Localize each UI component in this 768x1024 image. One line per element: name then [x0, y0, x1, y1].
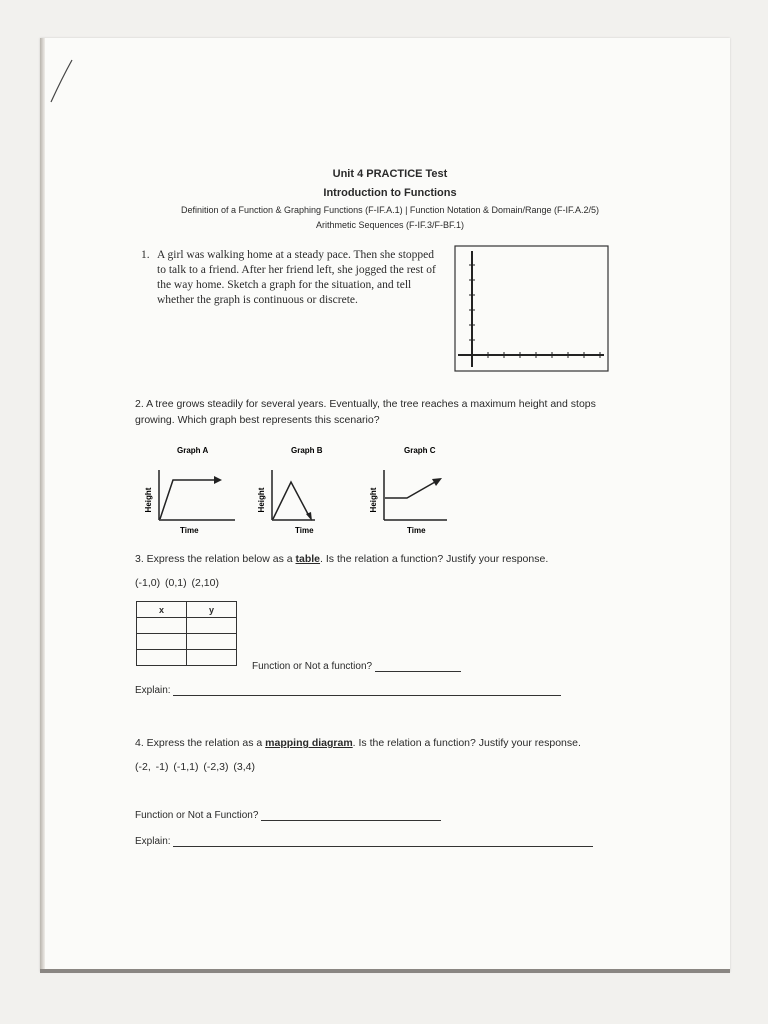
page-subtitle: Introduction to Functions — [323, 187, 457, 199]
question-1-line: whether the graph is continuous or discrete. — [157, 294, 358, 306]
table-cell[interactable] — [137, 618, 187, 634]
question-4-function-question: Function or Not a Function? — [135, 810, 259, 821]
question-3-explain-blank[interactable] — [173, 695, 561, 696]
question-3-prompt-end: . Is the relation a function? Justify your response. — [320, 553, 549, 565]
question-4-function-line — [135, 810, 441, 821]
question-4-prompt-start: 4. Express the relation as a — [135, 737, 266, 749]
table-cell[interactable] — [137, 634, 187, 650]
question-3-explain-label: Explain: — [135, 685, 171, 696]
question-1-line: to talk to a friend. After her friend left, she jogged the rest of — [157, 264, 436, 276]
question-4-explain-label: Explain: — [135, 836, 171, 847]
question-3-prompt-emphasis: table — [295, 553, 321, 565]
standards-line-2: Arithmetic Sequences (F-IF.3/F-BF.1) — [315, 220, 465, 230]
page-edge-shadow — [40, 38, 45, 972]
graph-a[interactable] — [140, 440, 240, 540]
question-1-number: 1. — [141, 249, 150, 261]
page-bottom-edge — [40, 969, 730, 973]
graph-a-xlabel: Time — [180, 526, 199, 535]
question-4-ordered-pairs: (-2, -1) (-1,1) (-2,3) (3,4) — [135, 761, 256, 773]
graph-c-xlabel: Time — [407, 526, 426, 535]
question-3-function-line — [252, 661, 461, 672]
page-title: Unit 4 PRACTICE Test — [332, 168, 448, 180]
graph-b-ylabel: Height — [257, 487, 266, 513]
question-1-line: A girl was walking home at a steady pace. Then she stopped — [157, 249, 434, 261]
graph-b[interactable] — [255, 440, 355, 540]
question-2-text: 2. A tree grows steadily for several years. Eventually, the tree reaches a maximum height and stops growing. Which graph best represents this scenario? — [135, 398, 596, 426]
graph-c-title: Graph C — [404, 446, 436, 455]
relation-table — [136, 601, 237, 666]
standards-line-1: Definition of a Function & Graphing Functions (F-IF.A.1) | Function Notation & Domain/Range (F-IF.A.2/5) — [180, 205, 600, 215]
graph-a-title: Graph A — [177, 446, 209, 455]
question-3-prompt-start: 3. Express the relation below as a — [135, 553, 296, 565]
question-3-ordered-pairs: (-1,0) (0,1) (2,10) — [135, 577, 219, 589]
question-4-explain-blank[interactable] — [173, 846, 593, 847]
question-1 — [141, 248, 451, 308]
graph-c-ylabel: Height — [369, 487, 378, 513]
table-cell[interactable] — [187, 634, 237, 650]
graph-c[interactable] — [367, 440, 467, 540]
question-3-function-question: Function or Not a function? — [252, 661, 373, 672]
question-3-explain-line — [135, 685, 561, 696]
question-4-function-answer-blank[interactable] — [261, 820, 441, 821]
graph-b-title: Graph B — [291, 446, 323, 455]
table-row — [137, 634, 237, 650]
table-row — [137, 618, 237, 634]
question-1-blank-graph[interactable] — [454, 245, 610, 373]
table-header-y: y — [187, 602, 237, 618]
question-4-prompt-end: . Is the relation a function? Justify your response. — [352, 737, 581, 749]
question-4-prompt-emphasis: mapping diagram — [265, 737, 353, 749]
table-cell[interactable] — [137, 650, 187, 666]
graph-a-ylabel: Height — [144, 487, 153, 513]
graph-b-xlabel: Time — [295, 526, 314, 535]
question-4-prompt — [135, 737, 581, 749]
table-cell[interactable] — [187, 618, 237, 634]
question-4-explain-line — [135, 836, 593, 847]
question-3-prompt — [135, 553, 548, 565]
table-row — [137, 650, 237, 666]
question-1-line: the way home. Sketch a graph for the situation, and tell — [157, 279, 412, 291]
pen-stroke-mark — [48, 58, 78, 108]
table-header-x: x — [137, 602, 187, 618]
question-3-function-answer-blank[interactable] — [375, 671, 461, 672]
table-cell[interactable] — [187, 650, 237, 666]
